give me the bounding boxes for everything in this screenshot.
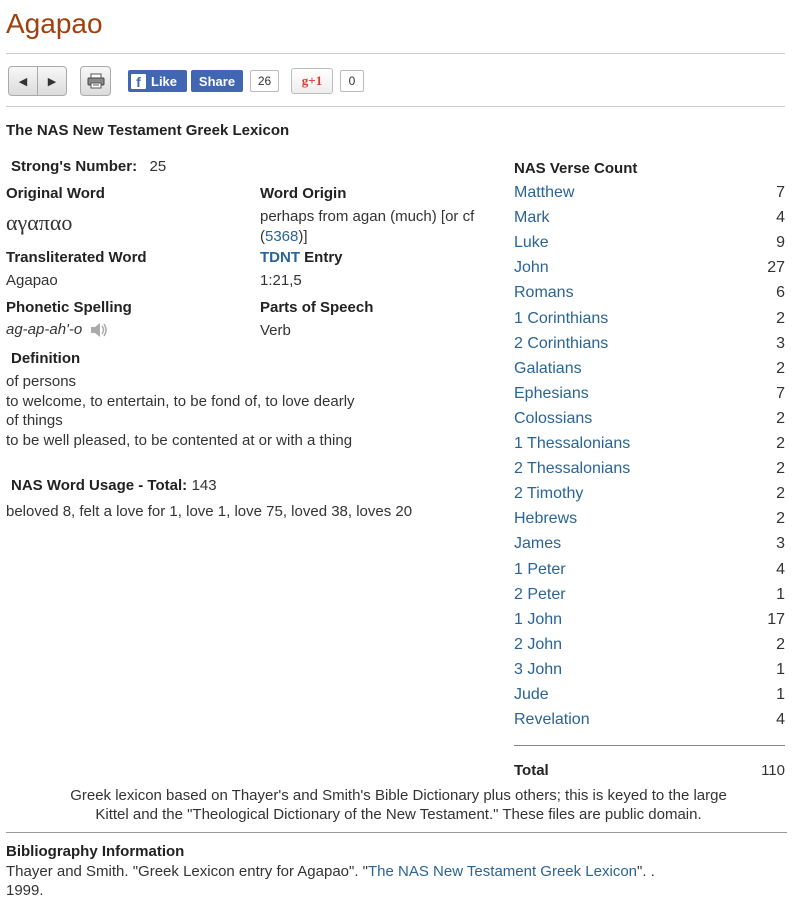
printer-icon bbox=[87, 73, 105, 89]
definition-line: of persons bbox=[6, 373, 77, 390]
verse-count-row bbox=[514, 561, 785, 583]
arrow-right-icon: ▶ bbox=[47, 75, 57, 88]
original-word-label: Original Word bbox=[6, 185, 105, 202]
bibliography-suffix: ". . bbox=[637, 863, 655, 880]
book-link[interactable]: 2 Timothy bbox=[514, 485, 584, 503]
word-usage-total-value: 143 bbox=[191, 477, 217, 494]
book-count: 7 bbox=[776, 384, 785, 402]
book-count: 2 bbox=[776, 409, 785, 427]
tdnt-value: 1:21,5 bbox=[260, 272, 302, 289]
book-link[interactable]: 2 Corinthians bbox=[514, 334, 609, 352]
book-count: 4 bbox=[776, 560, 785, 578]
verse-count-row bbox=[514, 209, 785, 231]
phonetic-value: ag-ap-ah'-o bbox=[6, 321, 83, 338]
book-count: 2 bbox=[776, 309, 785, 327]
book-count: 2 bbox=[776, 485, 785, 503]
book-link[interactable]: Mark bbox=[514, 209, 550, 227]
verse-count-row bbox=[514, 385, 785, 407]
original-word-value: αγαπαο bbox=[6, 210, 73, 235]
book-link[interactable]: Galatians bbox=[514, 359, 582, 377]
book-link[interactable]: Colossians bbox=[514, 409, 593, 427]
verse-count-total-row bbox=[514, 762, 785, 784]
verse-count-row bbox=[514, 310, 785, 332]
verse-count-row bbox=[514, 184, 785, 206]
book-count: 17 bbox=[767, 610, 785, 628]
lexicon-title: The NAS New Testament Greek Lexicon bbox=[6, 122, 290, 139]
word-usage-label: NAS Word Usage - Total: bbox=[11, 477, 188, 494]
facebook-share-button[interactable] bbox=[191, 70, 243, 92]
facebook-like-button[interactable] bbox=[128, 70, 187, 92]
facebook-icon: f bbox=[131, 74, 146, 89]
lexicon-note-line: Kittel and the "Theological Dictionary of the New Testament." These files are public domain. bbox=[95, 806, 702, 823]
transliterated-label: Transliterated Word bbox=[6, 249, 147, 266]
prev-button[interactable] bbox=[9, 67, 37, 95]
footer-divider bbox=[6, 832, 787, 833]
word-origin-text: perhaps from agan (much) [or cf bbox=[260, 208, 475, 225]
verse-count-row bbox=[514, 636, 785, 658]
book-link[interactable]: Ephesians bbox=[514, 384, 589, 402]
book-link[interactable]: 1 John bbox=[514, 610, 563, 628]
book-link[interactable]: 2 Peter bbox=[514, 585, 566, 603]
facebook-share-count: 26 bbox=[250, 70, 279, 92]
definition-line: of things bbox=[6, 412, 63, 429]
book-link[interactable]: 1 Corinthians bbox=[514, 309, 609, 327]
book-link[interactable]: 1 Thessalonians bbox=[514, 435, 631, 452]
verse-count-row bbox=[514, 611, 785, 633]
book-link[interactable]: 2 John bbox=[514, 635, 563, 653]
book-count: 2 bbox=[776, 435, 785, 452]
tdnt-link[interactable]: TDNT bbox=[260, 249, 300, 266]
book-link[interactable]: James bbox=[514, 535, 562, 553]
book-link[interactable]: Romans bbox=[514, 284, 574, 302]
book-count: 2 bbox=[776, 460, 785, 478]
verse-count-row bbox=[514, 711, 785, 733]
verse-count-row bbox=[514, 586, 785, 608]
book-count: 1 bbox=[776, 585, 785, 603]
book-link[interactable]: 3 John bbox=[514, 660, 563, 678]
verse-count-row bbox=[514, 510, 785, 532]
verse-count-row bbox=[514, 410, 785, 432]
strongs-label: Strong's Number: bbox=[11, 158, 138, 175]
bibliography-prefix: Thayer and Smith. "Greek Lexicon entry for Agapao". " bbox=[6, 863, 368, 880]
strongs-5368-link[interactable]: 5368 bbox=[265, 228, 299, 245]
transliterated-value: Agapao bbox=[6, 272, 58, 289]
book-count: 3 bbox=[776, 334, 785, 352]
word-usage-total bbox=[11, 477, 217, 495]
verse-count-row bbox=[514, 661, 785, 683]
phonetic-label: Phonetic Spelling bbox=[6, 299, 132, 316]
verse-count-heading: NAS Verse Count bbox=[514, 160, 638, 177]
arrow-left-icon: ◀ bbox=[18, 75, 28, 88]
lexicon-link[interactable]: The NAS New Testament Greek Lexicon bbox=[368, 863, 638, 880]
word-usage-text: beloved 8, felt a love for 1, love 1, love 75, loved 38, loves 20 bbox=[6, 503, 413, 520]
word-origin-paren-close: )] bbox=[298, 228, 308, 245]
book-link[interactable]: 1 Peter bbox=[514, 560, 566, 578]
facebook-like-label: Like bbox=[151, 73, 178, 89]
speaker-icon[interactable] bbox=[90, 322, 108, 338]
bibliography-text bbox=[6, 862, 766, 900]
book-count: 2 bbox=[776, 359, 785, 377]
book-count: 2 bbox=[776, 635, 785, 653]
lexicon-note bbox=[0, 786, 797, 824]
book-link[interactable]: Jude bbox=[514, 686, 549, 703]
book-count: 1 bbox=[776, 660, 785, 678]
tdnt-entry-label bbox=[260, 249, 343, 266]
definition-line: to welcome, to entertain, to be fond of, to love dearly bbox=[6, 393, 355, 410]
parts-of-speech-label: Parts of Speech bbox=[260, 299, 374, 316]
word-origin-paren-open: ( bbox=[260, 228, 265, 245]
title-divider bbox=[6, 53, 785, 54]
book-count: 2 bbox=[776, 510, 785, 528]
book-link[interactable]: 2 Thessalonians bbox=[514, 460, 631, 478]
toolbar-divider bbox=[6, 106, 785, 107]
verse-count-row bbox=[514, 460, 785, 482]
book-link[interactable]: Matthew bbox=[514, 184, 575, 201]
next-button[interactable] bbox=[37, 67, 66, 95]
verse-count-total-label: Total bbox=[514, 762, 549, 779]
book-count: 4 bbox=[776, 209, 785, 227]
verse-count-row bbox=[514, 686, 785, 708]
strongs-number bbox=[11, 158, 166, 176]
google-plus-count: 0 bbox=[340, 70, 364, 92]
book-count: 7 bbox=[776, 184, 785, 201]
definition-label: Definition bbox=[11, 350, 81, 367]
google-plus-button[interactable]: g+1 bbox=[291, 68, 333, 94]
nav-button-group bbox=[8, 66, 67, 96]
verse-count-total-value: 110 bbox=[761, 762, 785, 779]
bibliography-year: 1999. bbox=[6, 882, 44, 899]
book-link[interactable]: Luke bbox=[514, 234, 549, 252]
verse-count-row bbox=[514, 485, 785, 507]
definition-line: to be well pleased, to be contented at or with a thing bbox=[6, 432, 353, 449]
book-link[interactable]: Hebrews bbox=[514, 510, 578, 528]
parts-of-speech-value: Verb bbox=[260, 322, 291, 339]
verse-count-row bbox=[514, 535, 785, 557]
verse-count-row bbox=[514, 259, 785, 281]
print-button[interactable] bbox=[80, 66, 111, 96]
phonetic-row bbox=[6, 321, 108, 338]
verse-count-divider bbox=[514, 745, 785, 746]
book-count: 4 bbox=[776, 711, 785, 729]
page-title: Agapao bbox=[6, 8, 103, 39]
word-origin-ref bbox=[260, 228, 308, 245]
book-count: 6 bbox=[776, 284, 785, 302]
book-count: 9 bbox=[776, 234, 785, 252]
verse-count-row bbox=[514, 234, 785, 256]
book-count: 27 bbox=[767, 259, 785, 277]
strongs-value: 25 bbox=[149, 158, 167, 175]
facebook-share-label: Share bbox=[198, 73, 236, 89]
word-origin-label: Word Origin bbox=[260, 185, 347, 202]
verse-count-row bbox=[514, 435, 785, 457]
book-count: 1 bbox=[776, 686, 785, 703]
verse-count-row bbox=[514, 284, 785, 306]
book-link[interactable]: Revelation bbox=[514, 711, 590, 729]
tdnt-entry-text: Entry bbox=[304, 249, 343, 266]
verse-count-row bbox=[514, 360, 785, 382]
book-link[interactable]: John bbox=[514, 259, 549, 277]
verse-count-row bbox=[514, 335, 785, 357]
bibliography-heading: Bibliography Information bbox=[6, 843, 185, 860]
lexicon-note-line: Greek lexicon based on Thayer's and Smith's Bible Dictionary plus others; this is keyed to the large bbox=[70, 787, 727, 804]
definition-text bbox=[6, 372, 355, 451]
book-count: 3 bbox=[776, 535, 785, 553]
